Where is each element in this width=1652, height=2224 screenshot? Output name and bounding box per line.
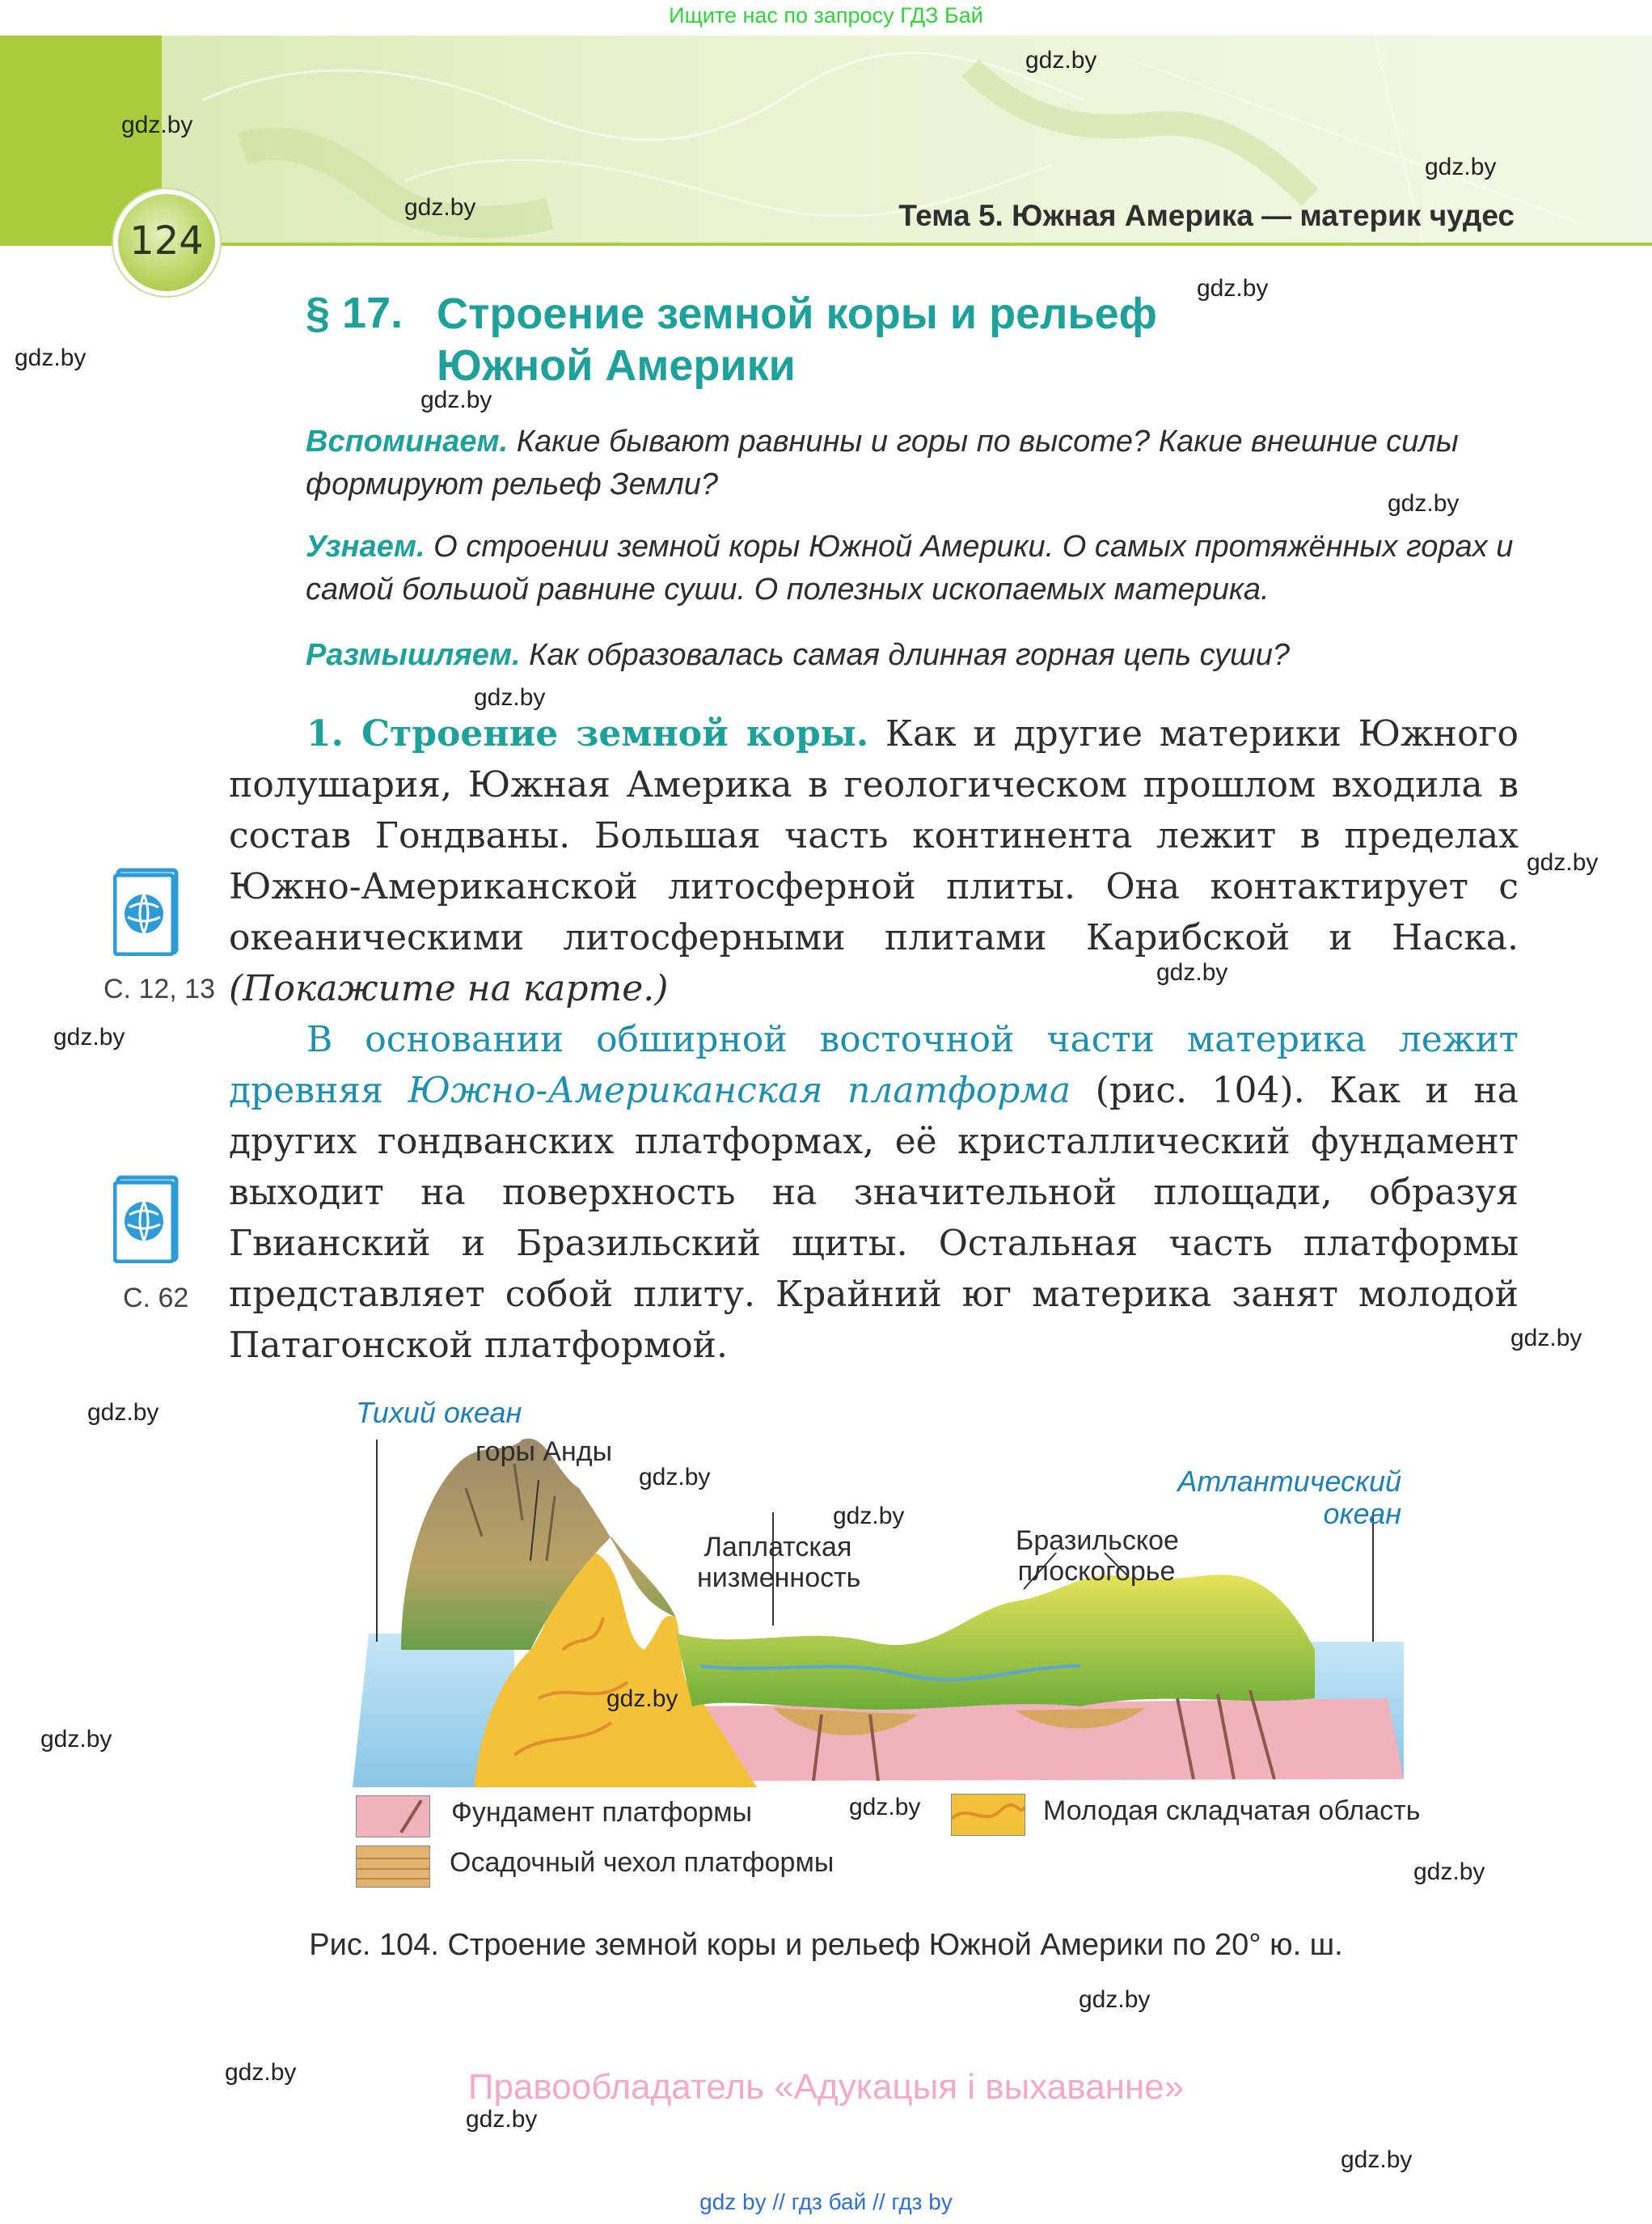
watermark: gdz.by <box>1388 490 1460 517</box>
label-laplata-line2: низменность <box>697 1562 861 1593</box>
think-text: Как образовалась самая длинная горная цепь суши? <box>520 638 1290 672</box>
label-andes: горы Анды <box>475 1436 613 1467</box>
figure-caption: Рис. 104. Строение земной коры и рельеф Южной Америки по 20° ю. ш. <box>309 1928 1343 1962</box>
label-laplata-line1: Лаплатская <box>703 1532 852 1562</box>
legend-label-young-fold: Молодая складчатая область <box>1043 1795 1421 1826</box>
paragraph-title-line2: Южной Америки <box>437 341 796 390</box>
watermark: gdz.by <box>40 1726 112 1753</box>
body-paragraph-2 <box>229 1014 1519 1371</box>
label-brazil-line1: Бразильское <box>1016 1525 1179 1556</box>
label-atlantic <box>1171 1465 1401 1530</box>
learn-text: О строении земной коры Южной Америки. О самых протяжённых горах и самой большой равнине суши. О полезных ископаемых материка. <box>306 530 1514 607</box>
watermark: gdz.by <box>849 1794 921 1820</box>
watermark: gdz.by <box>121 112 193 138</box>
watermark: gdz.by <box>420 387 492 413</box>
body-p2-highlight: В основании обширной восточной части материка лежит древняя <box>229 1019 1519 1111</box>
watermark: gdz.by <box>833 1503 905 1529</box>
watermark: gdz.by <box>1156 959 1228 986</box>
topic-title: Тема 5. Южная Америка — материк чудес <box>898 199 1515 232</box>
watermark: gdz.by <box>1510 1325 1582 1351</box>
recall-label: Вспоминаем. <box>306 425 509 459</box>
legend-swatch-sediment <box>356 1846 430 1888</box>
watermark: gdz.by <box>606 1685 678 1712</box>
watermark: gdz.by <box>1197 275 1269 302</box>
legend-swatch-foundation <box>356 1795 430 1837</box>
think-label: Размышляем. <box>306 638 521 672</box>
section-heading: 1. Строение земной коры. <box>306 713 869 755</box>
watermark: gdz.by <box>225 2059 297 2086</box>
label-atlantic-line2: океан <box>1323 1497 1401 1530</box>
page-number: 124 <box>129 218 204 264</box>
platform-term: Южно-Американская платформа <box>408 1070 1071 1111</box>
label-brazil-line2: плоскогорье <box>1017 1556 1176 1587</box>
watermark: gdz.by <box>1413 1858 1485 1885</box>
watermark: gdz.by <box>1079 1986 1151 2013</box>
watermark: gdz.by <box>53 1024 125 1051</box>
side-ref-caption-1: С. 12, 13 <box>104 974 215 1004</box>
watermark: gdz.by <box>1527 849 1599 876</box>
watermark: gdz.by <box>466 2106 538 2133</box>
intro-think <box>306 634 1527 677</box>
paragraph-number: § 17. <box>306 289 403 337</box>
copyright-notice: Правообладатель «Адукацыя і выхаванне» <box>467 2067 1185 2107</box>
paragraph-title-line1: Строение земной коры и рельеф <box>437 290 1157 338</box>
watermark: gdz.by <box>87 1399 159 1426</box>
body-p1-italic: (Покажите на карте.) <box>229 968 669 1009</box>
watermark: gdz.by <box>1025 47 1097 74</box>
label-laplata <box>697 1532 859 1593</box>
intro-learn <box>306 526 1527 611</box>
bottom-note: gdz by // гдз бай // гдз by <box>699 2189 953 2214</box>
watermark: gdz.by <box>15 345 87 371</box>
watermark: gdz.by <box>1341 2146 1413 2173</box>
legend-label-sediment: Осадочный чехол платформы <box>450 1847 834 1878</box>
search-note: Ищите нас по запросу ГДЗ Бай <box>669 3 983 27</box>
side-ref-caption-2: С. 62 <box>123 1283 189 1313</box>
legend-swatch-young-fold <box>951 1794 1025 1836</box>
watermark: gdz.by <box>1425 154 1497 180</box>
paragraph-title <box>437 288 1229 391</box>
intro-recall <box>306 421 1527 506</box>
banner-underline <box>0 243 1652 246</box>
body-p2-text: (рис. 104). Как и на других гондванских платформах, её кристаллический фундамент выходит на поверхность на значительной площади, образуя Гвианский и Бразильский щиты. Остальная часть платформы представляет собой плиту. Крайний юг материка занят молодой Патагонской платформой. <box>229 1070 1519 1366</box>
watermark: gdz.by <box>404 194 476 221</box>
atlas-globe-icon <box>113 867 180 956</box>
label-brazil <box>1016 1525 1177 1587</box>
watermark: gdz.by <box>639 1464 711 1490</box>
legend-label-foundation: Фундамент платформы <box>451 1797 753 1828</box>
atlas-globe-icon <box>113 1174 180 1263</box>
label-atlantic-line1: Атлантический <box>1177 1465 1401 1498</box>
label-pacific: Тихий океан <box>356 1396 522 1429</box>
learn-label: Узнаем. <box>306 530 425 564</box>
watermark: gdz.by <box>474 684 546 711</box>
body-paragraph-1 <box>229 708 1519 1014</box>
recall-text: Какие бывают равнины и горы по высоте? Какие внешние силы формируют рельеф Земли? <box>306 425 1459 501</box>
body-p1-text: Как и другие материки Южного полушария, Южная Америка в геологическом прошлом входила в состав Гондваны. Большая часть континента лежит в пределах Южно-Американской литосферной плиты. Она контактирует с океаническими литосферными плитами Карибской и Наска. <box>229 713 1519 958</box>
